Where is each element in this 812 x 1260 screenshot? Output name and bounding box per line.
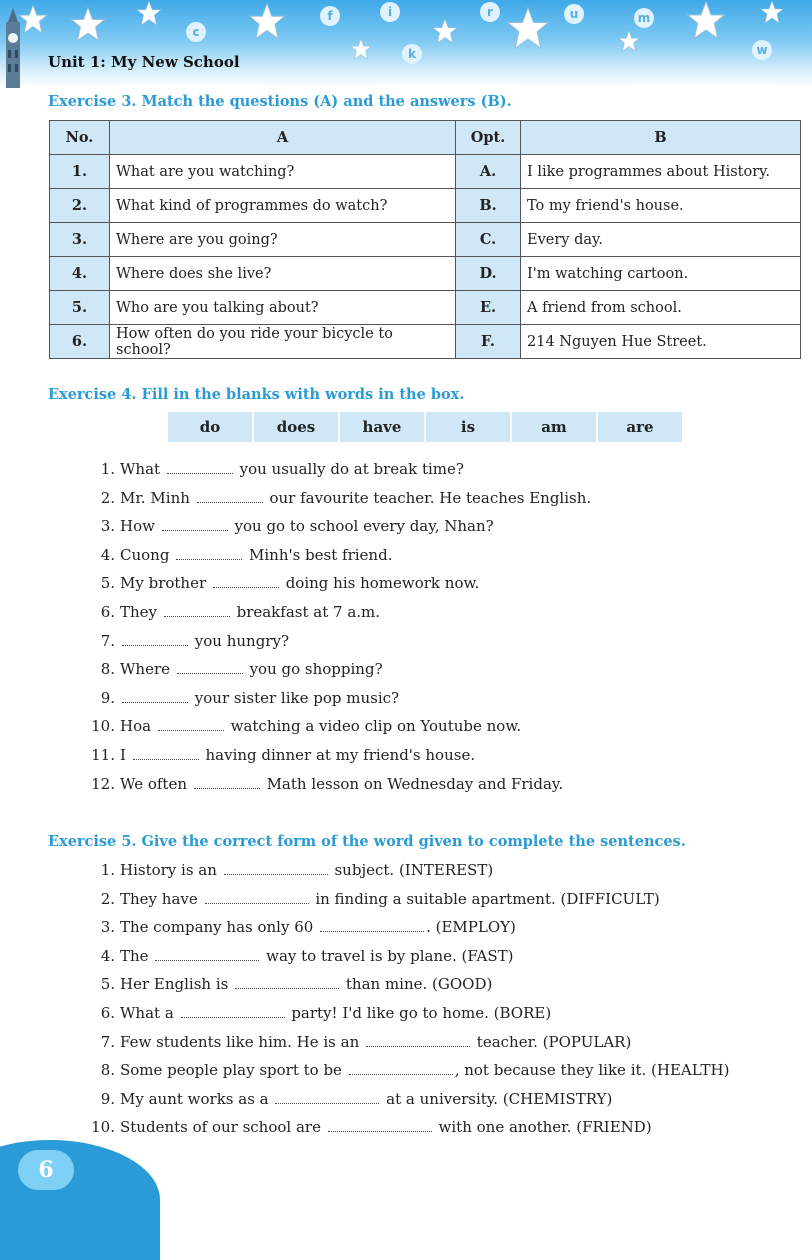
row-number: 1. (50, 155, 110, 189)
question-cell: Where are you going? (110, 223, 456, 257)
question-cell: Who are you talking about? (110, 291, 456, 325)
sentence-start: Cuong (120, 545, 170, 564)
list-item (84, 861, 729, 890)
item-number: 4. (100, 946, 115, 965)
sentence-start: Some people play sport to be (120, 1061, 342, 1080)
exercise5-title: Exercise 5. Give the correct form of the word given to complete the sentences. (48, 833, 686, 850)
item-number: 10. (91, 717, 115, 736)
word-option: am (512, 412, 598, 442)
item-number: 12. (91, 774, 115, 793)
list-item (84, 517, 591, 546)
question-cell: What are you watching? (110, 155, 456, 189)
option-cell: B. (456, 189, 521, 223)
list-item (84, 975, 729, 1004)
sentence-start: My brother (120, 574, 207, 593)
sentence-end: way to travel is by plane. (FAST) (266, 946, 514, 965)
letter-bubble: c (186, 22, 206, 42)
sentence-end: Math lesson on Wednesday and Friday. (266, 774, 564, 793)
exercise5-list (84, 861, 729, 1147)
blank-line (213, 575, 279, 588)
word-option: have (340, 412, 426, 442)
table-row (50, 155, 801, 189)
blank-line (194, 776, 260, 789)
letter-bubble: m (634, 8, 654, 28)
list-item (84, 489, 591, 518)
letter-bubble: w (752, 40, 772, 60)
star-icon (136, 0, 162, 26)
star-icon (18, 4, 48, 34)
blank-line (197, 490, 263, 503)
answer-cell: 214 Nguyen Hue Street. (521, 325, 801, 359)
star-icon (760, 0, 784, 24)
letter-bubble: f (320, 6, 340, 26)
item-number: 6. (100, 1003, 115, 1022)
table-row (50, 223, 801, 257)
table-row (50, 291, 801, 325)
word-option: does (254, 412, 340, 442)
option-cell: D. (456, 257, 521, 291)
blank-line (122, 690, 188, 703)
item-number: 1. (100, 861, 115, 879)
star-icon (506, 6, 550, 50)
question-cell: What kind of programmes do watch? (110, 189, 456, 223)
sentence-end: than mine. (GOOD) (345, 975, 493, 994)
sentence-end: . (EMPLOY) (426, 918, 516, 937)
table-row (50, 189, 801, 223)
list-item (84, 918, 729, 947)
blank-line (224, 862, 328, 875)
item-number: 9. (100, 1089, 115, 1108)
blank-line (162, 518, 228, 531)
blank-line (167, 461, 233, 474)
item-number: 10. (91, 1118, 115, 1137)
blank-line (181, 1005, 285, 1018)
answer-cell: I'm watching cartoon. (521, 257, 801, 291)
item-number: 2. (100, 488, 115, 507)
list-item (84, 603, 591, 632)
blank-line (176, 547, 242, 560)
sentence-end: you hungry? (194, 631, 289, 650)
star-icon (618, 30, 640, 52)
item-number: 4. (100, 545, 115, 564)
list-item (84, 775, 591, 804)
row-number: 6. (50, 325, 110, 359)
letter-bubble: i (380, 2, 400, 22)
sentence-end: breakfast at 7 a.m. (236, 602, 381, 621)
word-option: do (168, 412, 254, 442)
list-item (84, 717, 591, 746)
row-number: 3. (50, 223, 110, 257)
blank-line (177, 661, 243, 674)
sentence-end: in finding a suitable apartment. (DIFFICULT) (315, 889, 660, 908)
answer-cell: To my friend's house. (521, 189, 801, 223)
answer-cell: I like programmes about History. (521, 155, 801, 189)
exercise4-title: Exercise 4. Fill in the blanks with words in the box. (48, 386, 465, 403)
sentence-end: doing his homework now. (285, 574, 480, 593)
answer-cell: Every day. (521, 223, 801, 257)
match-table (49, 120, 801, 359)
sentence-start: They (120, 602, 158, 621)
blank-line (275, 1091, 379, 1104)
blank-line (158, 718, 224, 731)
sentence-end: having dinner at my friend's house. (205, 745, 476, 764)
row-number: 4. (50, 257, 110, 291)
sentence-start: What a (120, 1003, 174, 1022)
list-item (84, 632, 591, 661)
option-cell: E. (456, 291, 521, 325)
item-number: 11. (91, 745, 115, 764)
list-item (84, 1090, 729, 1119)
row-number: 2. (50, 189, 110, 223)
word-option: is (426, 412, 512, 442)
star-icon (432, 18, 458, 44)
sentence-start: Hoa (120, 717, 152, 736)
item-number: 5. (100, 975, 115, 994)
sentence-start: I (120, 745, 126, 764)
table-row (50, 325, 801, 359)
sentence-end: , not because they like it. (HEALTH) (454, 1061, 730, 1080)
word-box (168, 412, 682, 442)
list-item (84, 1061, 729, 1090)
item-number: 1. (100, 460, 115, 478)
list-item (84, 1033, 729, 1062)
blank-line (328, 1119, 432, 1132)
sentence-end: you usually do at break time? (239, 460, 464, 478)
star-icon (350, 38, 372, 60)
sentence-start: The company has only 60 (120, 918, 314, 937)
blank-line (366, 1034, 470, 1047)
option-cell: A. (456, 155, 521, 189)
sentence-start: We often (120, 774, 187, 793)
column-header-no: No. (50, 121, 110, 155)
sentence-end: our favourite teacher. He teaches English. (269, 488, 592, 507)
sentence-end: you go to school every day, Nhan? (234, 517, 494, 536)
answer-cell: A friend from school. (521, 291, 801, 325)
star-icon (248, 2, 286, 40)
row-number: 5. (50, 291, 110, 325)
sentence-start: Where (120, 660, 171, 679)
letter-bubble: r (480, 2, 500, 22)
exercise4-list (84, 460, 591, 803)
item-number: 3. (100, 517, 115, 536)
sentence-start: Mr. Minh (120, 488, 190, 507)
item-number: 8. (100, 1061, 115, 1080)
blank-line (320, 919, 424, 932)
blank-line (349, 1062, 453, 1075)
item-number: 2. (100, 889, 115, 908)
sentence-start: The (120, 946, 149, 965)
word-option: are (598, 412, 682, 442)
item-number: 3. (100, 918, 115, 937)
option-cell: F. (456, 325, 521, 359)
sentence-start: Students of our school are (120, 1118, 321, 1137)
blank-line (122, 633, 188, 646)
sentence-end: your sister like pop music? (194, 688, 400, 707)
list-item (84, 574, 591, 603)
sentence-end: party! I'd like go to home. (BORE) (291, 1003, 552, 1022)
sentence-end: with one another. (FRIEND) (438, 1118, 652, 1137)
star-icon (70, 6, 106, 42)
star-icon (686, 0, 726, 40)
sentence-end: at a university. (CHEMISTRY) (386, 1089, 613, 1108)
letter-bubble: u (564, 4, 584, 24)
option-cell: C. (456, 223, 521, 257)
sentence-end: teacher. (POPULAR) (476, 1032, 632, 1051)
item-number: 7. (100, 1032, 115, 1051)
sentence-start: My aunt works as a (120, 1089, 269, 1108)
sentence-start: How (120, 517, 155, 536)
header-banner (0, 0, 812, 88)
list-item (84, 660, 591, 689)
blank-line (133, 747, 199, 760)
column-header-b: B (521, 121, 801, 155)
sentence-end: subject. (INTEREST) (334, 861, 494, 879)
sentence-start: They have (120, 889, 198, 908)
list-item (84, 689, 591, 718)
item-number: 6. (100, 602, 115, 621)
blank-line (155, 948, 259, 961)
list-item (84, 1118, 729, 1147)
sentence-end: Minh's best friend. (249, 545, 393, 564)
item-number: 5. (100, 574, 115, 593)
question-cell: How often do you ride your bicycle to school? (110, 325, 456, 359)
list-item (84, 947, 729, 976)
letter-bubble: k (402, 44, 422, 64)
sentence-start: What (120, 460, 161, 478)
table-row (50, 257, 801, 291)
blank-line (235, 976, 339, 989)
list-item (84, 460, 591, 489)
exercise3-title: Exercise 3. Match the questions (A) and the answers (B). (48, 93, 512, 110)
blank-line (164, 604, 230, 617)
question-cell: Where does she live? (110, 257, 456, 291)
unit-title: Unit 1: My New School (48, 53, 240, 71)
sentence-start: Few students like him. He is an (120, 1032, 360, 1051)
column-header-opt: Opt. (456, 121, 521, 155)
item-number: 8. (100, 660, 115, 679)
list-item (84, 1004, 729, 1033)
column-header-a: A (110, 121, 456, 155)
list-item (84, 546, 591, 575)
sentence-end: you go shopping? (249, 660, 383, 679)
sentence-start: History is an (120, 861, 217, 879)
sentence-start: Her English is (120, 975, 229, 994)
item-number: 7. (100, 631, 115, 650)
page-number: 6 (18, 1150, 74, 1190)
table-header-row (50, 121, 801, 155)
blank-line (205, 891, 309, 904)
list-item (84, 746, 591, 775)
sentence-end: watching a video clip on Youtube now. (230, 717, 522, 736)
item-number: 9. (100, 688, 115, 707)
list-item (84, 890, 729, 919)
